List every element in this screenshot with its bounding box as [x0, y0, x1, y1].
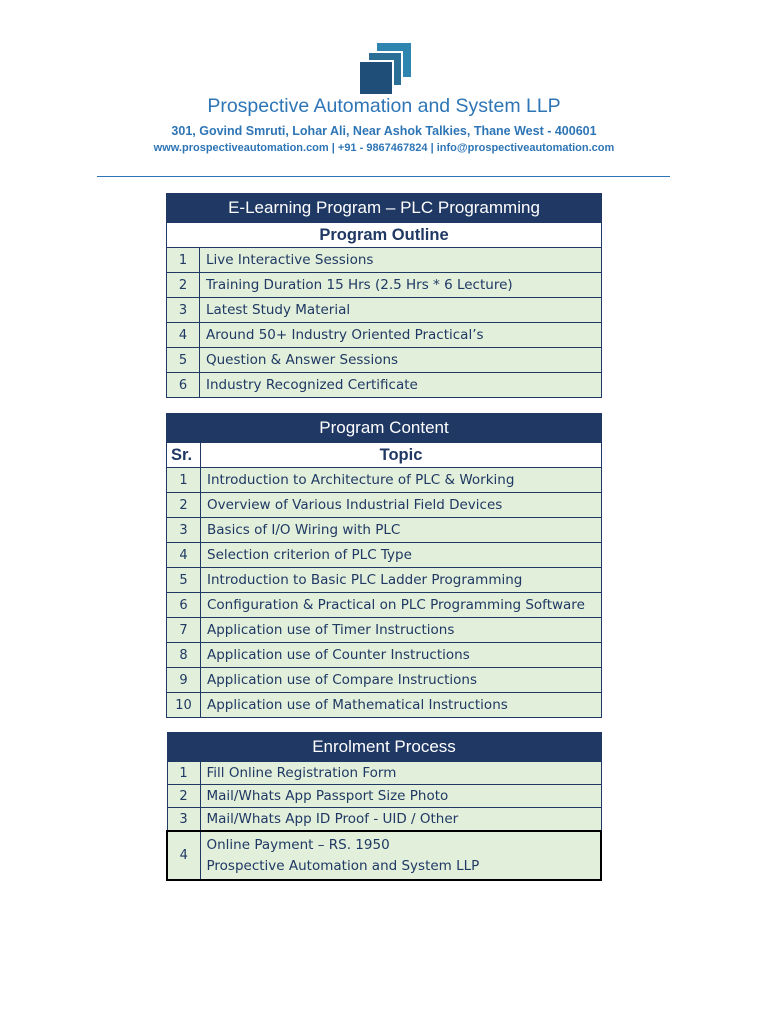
row-text: Industry Recognized Certificate: [200, 373, 602, 398]
row-number: 4: [167, 831, 200, 880]
topic-row: [167, 518, 602, 543]
topic-row: [167, 493, 602, 518]
row-number: 1: [167, 248, 200, 273]
row-number: 3: [167, 298, 200, 323]
row-text: Introduction to Basic PLC Ladder Programming: [201, 568, 602, 593]
row-number: 2: [167, 785, 200, 808]
row-number: 4: [167, 323, 200, 348]
enrolment-step-row: [167, 762, 601, 785]
row-text: Application use of Mathematical Instructions: [201, 693, 602, 718]
row-text: Training Duration 15 Hrs (2.5 Hrs * 6 Lecture): [200, 273, 602, 298]
outline-row: [167, 373, 602, 398]
row-number: 2: [167, 273, 200, 298]
row-number: 7: [167, 618, 201, 643]
program-content-heading: Program Content: [167, 414, 602, 443]
separator: |: [328, 142, 338, 154]
phone-number: +91 - 9867467824: [337, 142, 428, 154]
row-text: Selection criterion of PLC Type: [201, 543, 602, 568]
row-number: 9: [167, 668, 201, 693]
topic-row: [167, 618, 602, 643]
row-number: 4: [167, 543, 201, 568]
company-address: 301, Govind Smruti, Lohar Ali, Near Ashok Talkies, Thane West - 400601: [171, 124, 597, 138]
row-number: 8: [167, 643, 201, 668]
program-outline-table: [166, 193, 602, 398]
enrolment-step-row: [167, 785, 601, 808]
enrolment-step-row: [167, 808, 601, 832]
row-number: 6: [167, 593, 201, 618]
program-content-table: [166, 413, 602, 718]
outline-row: [167, 273, 602, 298]
payment-line: Online Payment – RS. 1950: [206, 836, 390, 853]
row-text: Basics of I/O Wiring with PLC: [201, 518, 602, 543]
payee-line: Prospective Automation and System LLP: [206, 857, 480, 874]
row-number: 3: [167, 518, 201, 543]
topic-row: [167, 643, 602, 668]
row-number: 3: [167, 808, 200, 832]
program-outline-heading: Program Outline: [167, 223, 602, 248]
topic-row: [167, 568, 602, 593]
email-link[interactable]: info@prospectiveautomation.com: [436, 142, 615, 154]
row-text: Latest Study Material: [200, 298, 602, 323]
separator: |: [427, 142, 437, 154]
column-header-topic: Topic: [201, 443, 602, 468]
company-name: Prospective Automation and System LLP: [207, 95, 561, 117]
outline-row: [167, 298, 602, 323]
enrolment-step-row: [167, 831, 601, 880]
row-number: 1: [167, 468, 201, 493]
column-header-sr: Sr.: [167, 443, 201, 468]
row-text: [200, 831, 601, 880]
contact-line: [0, 142, 768, 154]
row-text: Application use of Timer Instructions: [201, 618, 602, 643]
program-title: E-Learning Program – PLC Programming: [167, 194, 602, 223]
row-number: 10: [167, 693, 201, 718]
row-text: Mail/Whats App ID Proof - UID / Other: [200, 808, 601, 832]
topic-row: [167, 668, 602, 693]
outline-row: [167, 348, 602, 373]
row-number: 1: [167, 762, 200, 785]
row-text: Introduction to Architecture of PLC & Working: [201, 468, 602, 493]
row-number: 2: [167, 493, 201, 518]
row-text: Application use of Compare Instructions: [201, 668, 602, 693]
outline-row: [167, 248, 602, 273]
row-text: Overview of Various Industrial Field Devices: [201, 493, 602, 518]
topic-row: [167, 543, 602, 568]
row-text: Around 50+ Industry Oriented Practical’s: [200, 323, 602, 348]
website-link[interactable]: www.prospectiveautomation.com: [153, 142, 329, 154]
row-number: 5: [167, 348, 200, 373]
row-text: Fill Online Registration Form: [200, 762, 601, 785]
topic-row: [167, 693, 602, 718]
row-number: 5: [167, 568, 201, 593]
row-text: Question & Answer Sessions: [200, 348, 602, 373]
enrolment-heading: Enrolment Process: [167, 733, 601, 762]
header-divider: [97, 176, 670, 177]
outline-row: [167, 323, 602, 348]
row-text: Mail/Whats App Passport Size Photo: [200, 785, 601, 808]
company-logo: [359, 43, 411, 95]
row-number: 6: [167, 373, 200, 398]
topic-row: [167, 468, 602, 493]
topic-row: [167, 593, 602, 618]
enrolment-process-table: [166, 732, 602, 881]
row-text: Application use of Counter Instructions: [201, 643, 602, 668]
row-text: Configuration & Practical on PLC Programming Software: [201, 593, 602, 618]
row-text: Live Interactive Sessions: [200, 248, 602, 273]
